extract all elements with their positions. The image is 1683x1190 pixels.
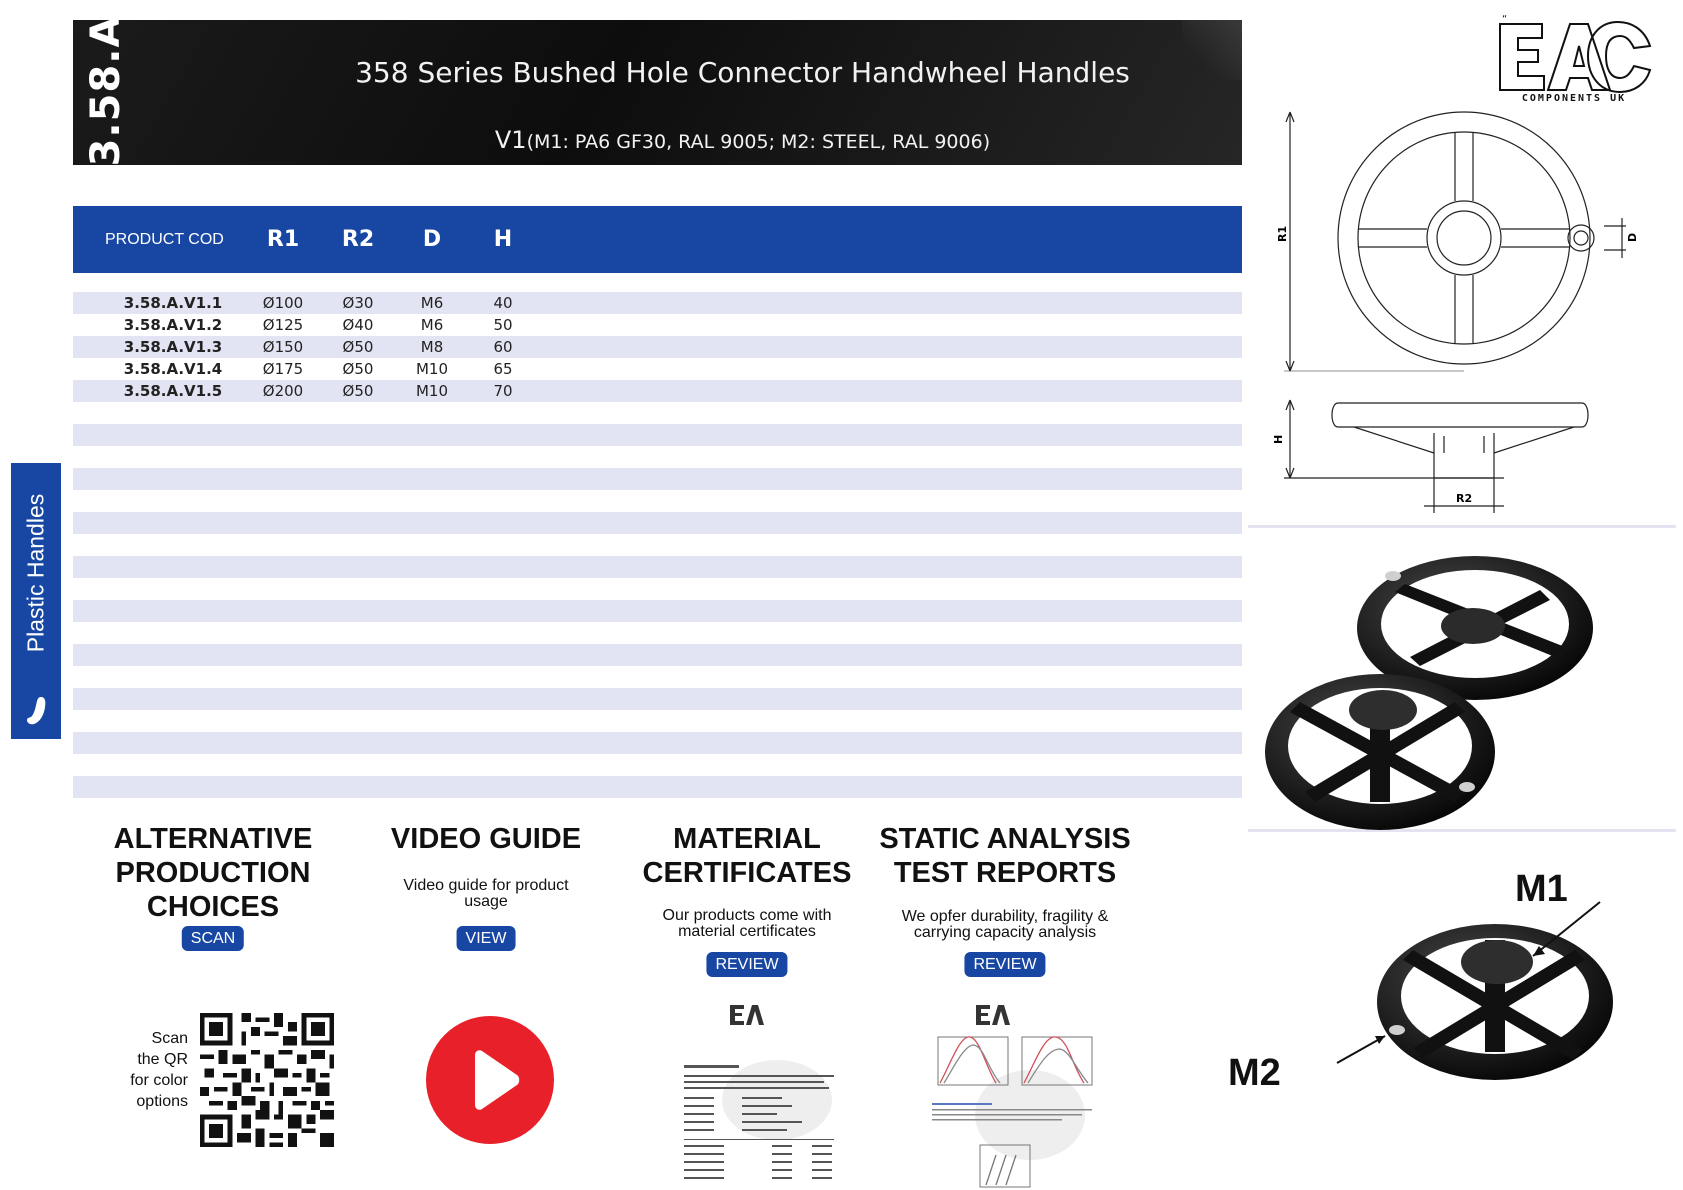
alternative-title-line: ALTERNATIVE (113, 823, 313, 855)
scan-note-line: for color (130, 1072, 188, 1089)
handwheel-photo (1255, 562, 1675, 852)
cell-h: 65 (493, 360, 513, 378)
cell-d: M6 (420, 294, 444, 312)
table-row (73, 292, 1242, 314)
side-tab-label: Plastic Handles (22, 493, 49, 653)
table-row (73, 314, 1242, 336)
review-reports-button[interactable]: REVIEW (964, 952, 1045, 977)
series-code-label: 3.58.A (83, 15, 129, 166)
scan-note-line: the QR (137, 1051, 188, 1068)
video-desc-line: usage (464, 893, 508, 910)
r2-label: R2 (1456, 492, 1473, 505)
series-code (78, 15, 134, 166)
table-stripe (73, 512, 1242, 534)
table-header (73, 206, 1242, 273)
h-label: H (1272, 434, 1285, 444)
cell-product-code: 3.58.A.V1.4 (123, 360, 223, 378)
callout-m1: M1 (1515, 868, 1568, 910)
certificates-title-line: CERTIFICATES (642, 857, 852, 889)
table-row (73, 380, 1242, 402)
cell-r2: Ø40 (342, 316, 374, 334)
cell-d: M8 (420, 338, 444, 356)
technical-drawing (1272, 118, 1644, 528)
alternative-title-line: CHOICES (146, 891, 280, 923)
cell-r1: Ø200 (262, 382, 304, 400)
certificates-title-line: MATERIAL (673, 823, 821, 855)
reports-title-line: STATIC ANALYSIS (879, 823, 1131, 855)
cell-product-code: 3.58.A.V1.3 (123, 338, 223, 356)
table-stripe (73, 732, 1242, 754)
table-stripe (73, 688, 1242, 710)
certificates-desc-line: Our products come with (662, 907, 832, 924)
cell-d: M10 (415, 360, 449, 378)
reports-desc-line: carrying capacity analysis (913, 924, 1097, 941)
column-header-r2: R2 (341, 227, 375, 252)
cell-product-code: 3.58.A.V1.5 (123, 382, 223, 400)
scan-button[interactable]: SCAN (182, 926, 244, 951)
divider (1248, 525, 1676, 528)
reports-title-line: TEST REPORTS (893, 857, 1117, 889)
cell-h: 40 (493, 294, 513, 312)
handle-icon (24, 695, 50, 727)
handwheel-materials-photo (1265, 880, 1675, 1140)
cell-h: 70 (493, 382, 513, 400)
column-header-h: H (493, 227, 513, 252)
alternative-title-line: PRODUCTION (115, 857, 311, 889)
cell-r2: Ø50 (342, 360, 374, 378)
cell-r1: Ø175 (262, 360, 304, 378)
cell-product-code: 3.58.A.V1.1 (123, 294, 223, 312)
header-banner (73, 20, 1242, 165)
cell-r2: Ø30 (342, 294, 374, 312)
variant-label: V1 (494, 126, 527, 154)
scan-note-line: Scan (151, 1030, 188, 1047)
materials-label: (M1: PA6 GF30, RAL 9005; M2: STEEL, RAL 9006) (526, 131, 991, 153)
cell-r1: Ø125 (262, 316, 304, 334)
d-label: D (1626, 232, 1639, 242)
page-title: 358 Series Bushed Hole Connector Handwheel Handles (355, 56, 1130, 89)
cell-product-code: 3.58.A.V1.2 (123, 316, 223, 334)
cell-d: M6 (420, 316, 444, 334)
cell-r2: Ø50 (342, 382, 374, 400)
column-header-d: D (422, 227, 442, 252)
table-stripe (73, 600, 1242, 622)
table-stripe (73, 468, 1242, 490)
play-icon[interactable] (425, 1015, 555, 1145)
cell-r2: Ø50 (342, 338, 374, 356)
certificates-desc-line: material certificates (678, 923, 816, 940)
review-certificates-button[interactable]: REVIEW (706, 952, 787, 977)
cell-r1: Ø100 (262, 294, 304, 312)
callout-m2: M2 (1228, 1052, 1281, 1094)
scan-note (110, 1028, 188, 1112)
category-side-tab[interactable] (11, 463, 61, 739)
svg-text:“: “ (1502, 14, 1508, 25)
view-button[interactable]: VIEW (457, 926, 516, 951)
video-desc-line: Video guide for product (403, 877, 569, 894)
column-header-product-code: PRODUCT COD (105, 231, 224, 248)
cell-d: M10 (415, 382, 449, 400)
table-row (73, 336, 1242, 358)
table-row (73, 358, 1242, 380)
column-header-r1: R1 (266, 227, 300, 252)
cell-h: 60 (493, 338, 513, 356)
cell-r1: Ø150 (262, 338, 304, 356)
reports-desc-line: We opfer durability, fragility & (901, 908, 1109, 925)
table-stripe (73, 644, 1242, 666)
table-stripe (73, 776, 1242, 798)
table-stripe (73, 556, 1242, 578)
table-stripe (73, 424, 1242, 446)
video-title: VIDEO GUIDE (390, 823, 582, 855)
qr-code[interactable] (200, 1013, 334, 1147)
variant-materials (73, 126, 1242, 154)
logo-tagline: COMPONENTS UK (1521, 93, 1627, 104)
r1-label: R1 (1276, 225, 1289, 242)
scan-note-line: options (136, 1093, 188, 1110)
test-report-thumbnail[interactable] (930, 1005, 1100, 1190)
certificate-thumbnail[interactable] (682, 1005, 852, 1190)
cell-h: 50 (493, 316, 513, 334)
